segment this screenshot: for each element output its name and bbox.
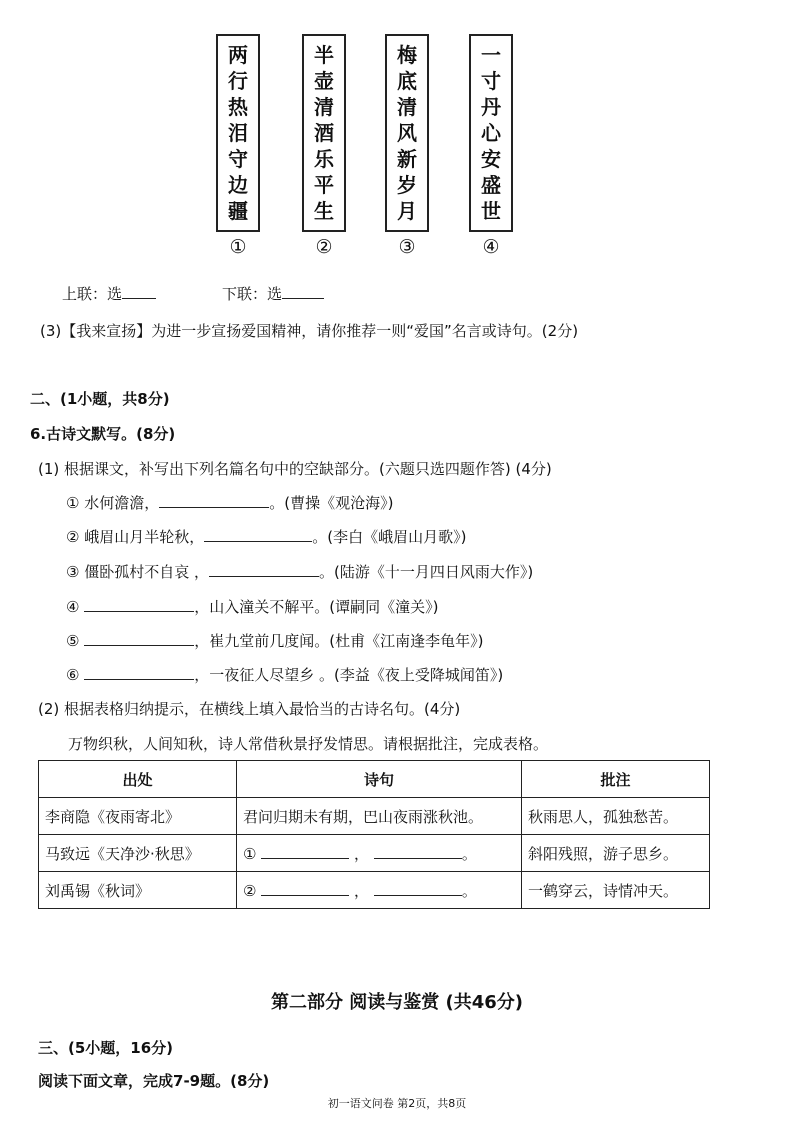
item-number: ② [66,528,80,546]
upper-select-blank[interactable] [122,284,156,299]
couplet-char: 心 [481,121,501,145]
table-blank-1b[interactable] [374,844,462,859]
section-2-title: 第二部分 阅读与鉴赏 (共46分) [270,992,524,1013]
fill-blank-3[interactable] [209,562,319,577]
end-mark: 。 [461,844,477,863]
lower-select-blank[interactable] [282,284,324,299]
question-3: (3)【我来宣扬】为进一步宣扬爱国精神，请你推荐一则“爱国”名言或诗句。(2分) [40,322,579,340]
couplet-scroll-3 [385,34,429,232]
row-note: 斜阳残照，游子思乡。 [522,835,710,872]
couplet-char: 生 [314,199,334,223]
table-blank-2a[interactable] [261,881,349,896]
question-6-2-description: 万物织秋，人间知秋，诗人常借秋景抒发情思。请根据批注，完成表格。 [68,735,549,753]
upper-couplet-select [62,283,156,304]
fill-item-5 [66,630,483,651]
fill-item-2 [66,526,466,547]
item-number: ④ [66,598,80,616]
row-source: 马致远《天净沙·秋思》 [39,835,237,872]
couplet-char: 一 [481,43,501,67]
separator: ， [354,881,370,900]
row-note: 一鹤穿云，诗情冲天。 [522,872,710,909]
couplet-number-1: ① [229,236,247,258]
row-poem-blanks [237,872,522,909]
couplet-char: 热 [228,95,248,119]
couplet-char: 梅 [397,43,417,67]
couplet-scroll-1 [216,34,260,232]
couplet-char: 清 [314,95,334,119]
fill-item-3 [66,561,533,582]
item-number: ⑤ [66,632,80,650]
item-post-text: 。(曹操《观沧海》) [269,494,394,512]
couplet-char: 壶 [314,69,334,93]
header-source: 出处 [39,761,237,798]
row-poem: 君问归期未有期，巴山夜雨涨秋池。 [237,798,522,835]
couplet-char: 两 [228,43,248,67]
couplet-char: 寸 [481,69,501,93]
fill-blank-5[interactable] [84,631,194,646]
couplet-scroll-2 [302,34,346,232]
autumn-poems-table [38,760,710,909]
item-pre-text: 水何澹澹， [84,494,160,512]
couplet-char: 酒 [314,121,334,145]
fill-blank-4[interactable] [84,597,194,612]
lower-couplet-select [222,283,324,304]
row-source: 刘禹锡《秋词》 [39,872,237,909]
upper-select-label: 上联：选 [62,285,123,303]
couplet-char: 安 [481,147,501,171]
table-header-row [39,761,710,798]
couplet-char: 清 [397,95,417,119]
couplet-char: 风 [397,121,417,145]
couplet-char: 世 [481,199,501,223]
table-blank-2b[interactable] [374,881,462,896]
item-number: ① [66,494,80,512]
table-row [39,872,710,909]
couplet-char: 盛 [481,173,501,197]
couplet-char: 泪 [228,121,248,145]
couplet-char: 疆 [228,199,248,223]
row-note: 秋雨思人，孤独愁苦。 [522,798,710,835]
row-source: 李商隐《夜雨寄北》 [39,798,237,835]
table-blank-1a[interactable] [261,844,349,859]
couplet-char: 月 [397,199,417,223]
blank-number: ① [243,844,257,863]
couplet-char: 新 [397,147,417,171]
separator: ， [354,844,370,863]
question-6-1-intro: (1) 根据课文，补写出下列名篇名句中的空缺部分。(六题只选四题作答) (4分) [38,460,552,478]
page-footer: 初一语文问卷 第2页，共8页 [327,1097,467,1110]
couplet-number-2: ② [315,236,333,258]
table-row [39,798,710,835]
fill-item-1 [66,492,393,513]
table-row [39,835,710,872]
couplet-char: 岁 [397,173,417,197]
couplet-char: 行 [228,69,248,93]
couplet-scroll-4 [469,34,513,232]
question-6-2-intro: (2) 根据表格归纳提示，在横线上填入最恰当的古诗名句。(4分) [38,700,461,718]
couplet-char: 守 [228,147,248,171]
header-note: 批注 [522,761,710,798]
couplet-number-4: ④ [482,236,500,258]
row-poem-blanks [237,835,522,872]
item-number: ③ [66,563,80,581]
fill-blank-6[interactable] [84,665,194,680]
couplet-char: 丹 [481,95,501,119]
lower-select-label: 下联：选 [222,285,283,303]
couplet-char: 底 [397,69,417,93]
fill-blank-1[interactable] [159,493,269,508]
couplet-number-3: ③ [398,236,416,258]
item-number: ⑥ [66,666,80,684]
question-6-title: 6.古诗文默写。(8分) [30,425,176,443]
fill-item-4 [66,596,438,617]
couplet-char: 半 [314,43,334,67]
item-post-text: ，崔九堂前几度闻。(杜甫《江南逢李龟年》) [194,632,484,650]
couplet-char: 平 [314,173,334,197]
couplet-char: 乐 [314,147,334,171]
header-poem: 诗句 [237,761,522,798]
part-2-heading: 二、(1小题，共8分) [30,390,170,408]
fill-item-6 [66,664,503,685]
blank-number: ② [243,881,257,900]
couplet-char: 边 [228,173,248,197]
item-post-text: ，山入潼关不解平。(谭嗣同《潼关》) [194,598,439,616]
item-pre-text: 僵卧孤村不自哀 ， [84,563,210,581]
item-pre-text: 峨眉山月半轮秋， [84,528,205,546]
item-post-text: 。(陆游《十一月四日风雨大作》) [319,563,534,581]
item-post-text: ，一夜征人尽望乡 。(李益《夜上受降城闻笛》) [194,666,504,684]
fill-blank-2[interactable] [204,527,312,542]
end-mark: 。 [461,881,477,900]
part-3-heading: 三、(5小题，16分) [38,1039,174,1057]
reading-intro: 阅读下面文章，完成7-9题。(8分) [38,1072,270,1090]
item-post-text: 。(李白《峨眉山月歌》) [312,528,467,546]
